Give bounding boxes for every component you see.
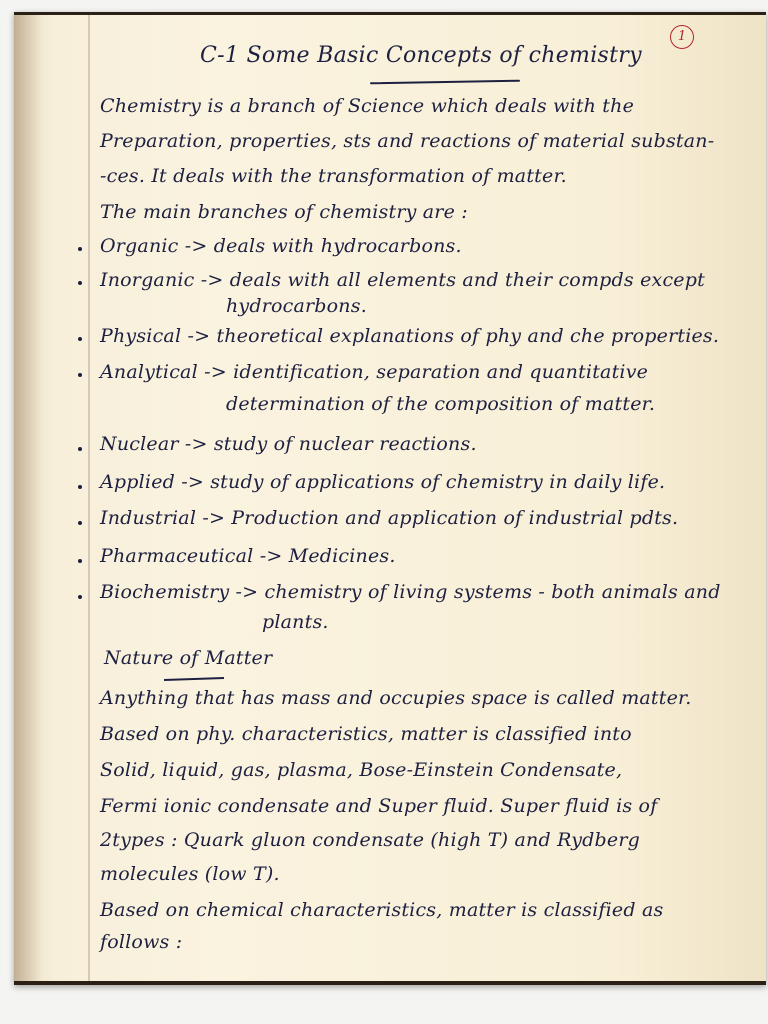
bullet-dot [78,373,82,377]
bullet-dot [78,559,82,563]
notebook-page [14,12,766,985]
branch-item-continued: hydrocarbons. [226,295,367,317]
branch-item-continued: plants. [262,611,329,633]
matter-line: Based on phy. characteristics, matter is classified into [100,723,632,745]
page-binding-shadow [14,15,42,981]
branch-item: Organic -> deals with hydrocarbons. [100,235,462,257]
page-title: C-1 Some Basic Concepts of chemistry [200,43,642,68]
branch-item: Applied -> study of applications of chemistry in daily life. [100,471,666,493]
branch-item: Inorganic -> deals with all elements and their compds except [100,269,705,291]
matter-line: follows : [100,931,183,953]
matter-line: Fermi ionic condensate and Super fluid. Super fluid is of [100,795,658,817]
branch-item: Analytical -> identification, separation and quantitative [100,361,649,383]
intro-line: Chemistry is a branch of Science which deals with the [100,95,635,117]
bullet-dot [78,485,82,489]
page-number: 1 [670,25,694,49]
margin-line [88,15,90,981]
branch-item-continued: determination of the composition of matter. [226,393,656,415]
intro-line: -ces. It deals with the transformation of matter. [100,165,567,187]
section-underline [164,677,224,681]
bullet-dot [78,247,82,251]
intro-line: Preparation, properties, sts and reactions of material substan- [100,130,715,152]
title-underline [370,80,520,85]
branch-item: Physical -> theoretical explanations of phy and che properties. [100,325,720,347]
branch-item: Biochemistry -> chemistry of living systems - both animals and [100,581,721,603]
bullet-dot [78,281,82,285]
matter-line: 2types : Quark gluon condensate (high T) and Rydberg [100,829,640,851]
bullet-dot [78,595,82,599]
bullet-dot [78,337,82,341]
section-heading: Nature of Matter [104,647,273,669]
branch-item: Industrial -> Production and application of industrial pdts. [100,507,679,529]
bullet-dot [78,447,82,451]
bullet-dot [78,521,82,525]
branch-item: Pharmaceutical -> Medicines. [100,545,396,567]
intro-line: The main branches of chemistry are : [100,201,468,223]
matter-line: Solid, liquid, gas, plasma, Bose-Einstein Condensate, [100,759,623,781]
matter-line: molecules (low T). [100,863,280,885]
matter-line: Based on chemical characteristics, matter is classified as [100,899,664,921]
branch-item: Nuclear -> study of nuclear reactions. [100,433,477,455]
matter-line: Anything that has mass and occupies space is called matter. [100,687,692,709]
